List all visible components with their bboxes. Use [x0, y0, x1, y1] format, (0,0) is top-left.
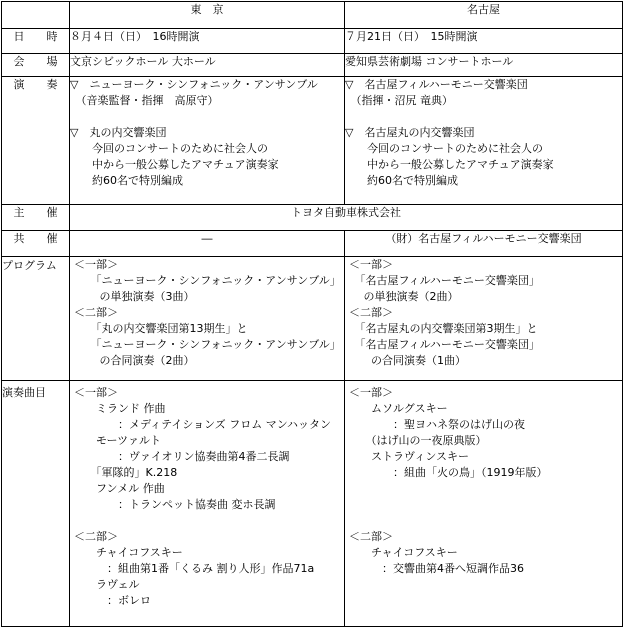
header-row [2, 2, 623, 29]
performers-label: 演 奏 [2, 77, 70, 205]
pieces-tokyo-line: チャイコフスキー [74, 546, 183, 559]
program-tokyo-line: の合同演奏（2曲） [74, 354, 195, 367]
pieces-label: 演奏曲目 [2, 381, 70, 627]
pieces-nagoya-line: （はげ山の一夜原典版） [349, 434, 487, 447]
pieces-row [2, 381, 623, 627]
program-nagoya [345, 257, 623, 381]
program-tokyo-line: 「ニューヨーク・シンフォニック・アンサンブル」 [74, 338, 341, 351]
pieces-nagoya-line: ：組曲「火の鳥」（1919年版） [349, 466, 548, 479]
venue-nagoya: 愛知県芸術劇場 コンサートホール [345, 54, 623, 77]
pieces-tokyo-line: ＜一部＞ [74, 386, 118, 399]
performers-tokyo-line: ▽ ニューヨーク・シンフォニック・アンサンブル [70, 78, 318, 91]
venue-label: 会 場 [2, 54, 70, 77]
pieces-tokyo-line: ＜二部＞ [74, 530, 118, 543]
performers-tokyo-line: 中から一般公募したアマチュア演奏家 [70, 158, 279, 171]
pieces-tokyo-line: 「軍隊的」K.218 [74, 466, 178, 479]
program-tokyo-line: ＜二部＞ [74, 306, 118, 319]
date-nagoya: ７月21日（日） 15時開演 [345, 29, 623, 54]
program-nagoya-line: 「名古屋丸の内交響楽団第3期生」と [349, 322, 538, 335]
performers-nagoya-line: 今回のコンサートのために社会人の [345, 142, 543, 155]
header-tokyo: 東 京 [70, 2, 345, 29]
performers-nagoya-line [345, 109, 622, 125]
performers-row [2, 77, 623, 205]
program-tokyo-line: の単独演奏（3曲） [74, 290, 195, 303]
cosponsor-row [2, 231, 623, 257]
program-tokyo-line: 「丸の内交響楽団第13期生」と [74, 322, 248, 335]
pieces-tokyo-line: ：トランペット協奏曲 変ホ長調 [74, 498, 276, 511]
performers-nagoya-line: （指揮・沼尻 竜典） [345, 94, 453, 107]
pieces-tokyo-line: ：ボレロ [74, 594, 151, 607]
pieces-nagoya-line: ストラヴィンスキー [349, 450, 470, 463]
performers-tokyo-line [70, 109, 344, 125]
header-blank-cell [2, 2, 70, 29]
performers-tokyo-line: （音楽監督・指揮 高原守） [70, 94, 219, 107]
organizer-value: トヨタ自動車株式会社 [70, 205, 623, 231]
program-nagoya-line: ＜二部＞ [349, 306, 393, 319]
cosponsor-label: 共 催 [2, 231, 70, 257]
date-label: 日 時 [2, 29, 70, 54]
performers-tokyo-line: ▽ 丸の内交響楽団 [70, 126, 167, 139]
performers-tokyo [70, 77, 345, 205]
pieces-tokyo [70, 381, 345, 627]
program-nagoya-line: ＜一部＞ [349, 258, 393, 271]
performers-nagoya-line: ▽ 名古屋フィルハーモニー交響楽団 [345, 78, 528, 91]
date-row [2, 29, 623, 54]
pieces-nagoya-line: ：聖ヨハネ祭のはげ山の夜 [349, 418, 525, 431]
cosponsor-tokyo: ― [70, 231, 345, 257]
program-nagoya-line: 「名古屋フィルハーモニー交響楽団」 [349, 274, 540, 287]
program-tokyo-line: 「ニューヨーク・シンフォニック・アンサンブル」 [74, 274, 341, 287]
venue-row [2, 54, 623, 77]
program-tokyo [70, 257, 345, 381]
organizer-label: 主 催 [2, 205, 70, 231]
pieces-tokyo-line: フンメル 作曲 [74, 482, 165, 495]
performers-nagoya [345, 77, 623, 205]
pieces-tokyo-line: ラヴェル [74, 578, 140, 591]
pieces-tokyo-line: ：メディテイションズ フロム マンハッタン [74, 418, 332, 431]
organizer-row [2, 205, 623, 231]
program-nagoya-line: の単独演奏（2曲） [349, 290, 459, 303]
performers-tokyo-line: 今回のコンサートのために社会人の [70, 142, 268, 155]
pieces-nagoya-line: ムソルグスキー [349, 402, 448, 415]
pieces-nagoya [345, 381, 623, 627]
venue-tokyo: 文京シビックホール 大ホール [70, 54, 345, 77]
pieces-nagoya-line: ：交響曲第4番へ短調作品36 [349, 562, 524, 575]
pieces-tokyo-line: ミランド 作曲 [74, 402, 166, 415]
concert-info-table [1, 1, 623, 627]
header-nagoya: 名古屋 [345, 2, 623, 29]
pieces-tokyo-line: モーツァルト [74, 434, 162, 447]
performers-tokyo-line: 約60名で特別編成 [70, 174, 183, 187]
performers-nagoya-line: 中から一般公募したアマチュア演奏家 [345, 158, 554, 171]
program-label: プログラム [2, 257, 70, 381]
performers-nagoya-line: ▽ 名古屋丸の内交響楽団 [345, 126, 475, 139]
pieces-nagoya-line: ＜二部＞ [349, 530, 393, 543]
cosponsor-nagoya: （財）名古屋フィルハーモニー交響楽団 [345, 231, 623, 257]
pieces-tokyo-line: ：組曲第1番「くるみ 割り人形」作品71a [74, 562, 315, 575]
program-nagoya-line: の合同演奏（1曲） [349, 354, 466, 367]
date-tokyo: ８月４日（日） 16時開演 [70, 29, 345, 54]
pieces-tokyo-line: ：ヴァイオリン協奏曲第4番二長調 [74, 450, 290, 463]
pieces-nagoya-line: チャイコフスキー [349, 546, 458, 559]
program-nagoya-line: 「名古屋フィルハーモニー交響楽団」 [349, 338, 540, 351]
program-row [2, 257, 623, 381]
program-tokyo-line: ＜一部＞ [74, 258, 118, 271]
performers-nagoya-line: 約60名で特別編成 [345, 174, 458, 187]
pieces-nagoya-line: ＜一部＞ [349, 386, 393, 399]
